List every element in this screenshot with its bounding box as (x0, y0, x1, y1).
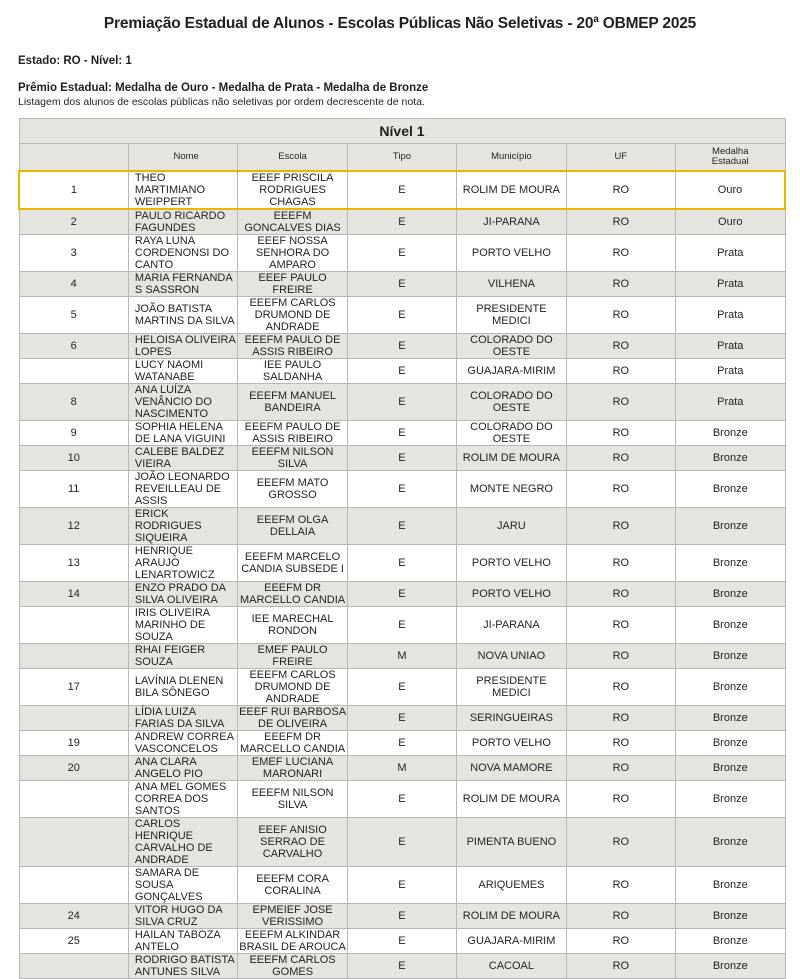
cell-tipo: E (347, 706, 456, 731)
cell-uf: RO (566, 235, 675, 272)
nivel-banner: Nível 1 (19, 119, 785, 144)
cell-tipo: E (347, 904, 456, 929)
cell-medalha: Bronze (676, 781, 785, 818)
page-title-part1: Premiação Estadual de Alunos - Escolas Públicas Não Seletivas - 20 (103, 15, 594, 33)
cell-position: 20 (19, 756, 128, 781)
cell-nome: HELOISA OLIVEIRA LOPES (128, 334, 237, 359)
table-row (19, 209, 785, 235)
cell-escola: EEEF ANISIO SERRAO DE CARVALHO (238, 818, 347, 867)
cell-nome: ENZO PRADO DA SILVA OLIVEIRA (128, 582, 237, 607)
cell-medalha: Bronze (676, 669, 785, 706)
cell-escola: EEEFM NILSON SILVA (238, 446, 347, 471)
table-row (19, 818, 785, 867)
cell-tipo: E (347, 272, 456, 297)
table-header-row (19, 144, 785, 172)
cell-escola: IEE MARECHAL RONDON (238, 607, 347, 644)
cell-nome: ANDREW CORREA VASCONCELOS (128, 731, 237, 756)
cell-uf: RO (566, 446, 675, 471)
cell-position: 3 (19, 235, 128, 272)
cell-escola: EEEFM CORA CORALINA (238, 867, 347, 904)
cell-tipo: E (347, 334, 456, 359)
cell-uf: RO (566, 384, 675, 421)
cell-nome: SOPHIA HELENA DE LANA VIGUINI (128, 421, 237, 446)
cell-municipio: PIMENTA BUENO (457, 818, 566, 867)
column-header-medalha-line1: Medalha (712, 145, 749, 157)
table-row (19, 471, 785, 508)
cell-municipio: NOVA UNIAO (457, 644, 566, 669)
cell-nome: LUCY NAOMI WATANABE (128, 359, 237, 384)
cell-medalha: Prata (676, 297, 785, 334)
cell-tipo: E (347, 781, 456, 818)
table-row (19, 235, 785, 272)
cell-position: 19 (19, 731, 128, 756)
column-header-position (19, 144, 128, 172)
cell-medalha: Prata (676, 334, 785, 359)
cell-municipio: MONTE NEGRO (457, 471, 566, 508)
cell-nome: ANA CLARA ANGELO PIO (128, 756, 237, 781)
cell-tipo: E (347, 297, 456, 334)
listagem-description: Listagem dos alunos de escolas públicas não seletivas por ordem decrescente de nota. (18, 96, 425, 109)
page-title-part2: OBMEP 2025 (598, 15, 697, 33)
cell-uf: RO (566, 607, 675, 644)
cell-tipo: E (347, 818, 456, 867)
cell-tipo: E (347, 731, 456, 756)
cell-nome: LAVÍNIA DLENEN BILA SÔNEGO (128, 669, 237, 706)
table-row (19, 954, 785, 979)
cell-tipo: E (347, 867, 456, 904)
cell-medalha: Bronze (676, 508, 785, 545)
table-row (19, 545, 785, 582)
cell-municipio: ROLIM DE MOURA (457, 171, 566, 209)
cell-tipo: E (347, 359, 456, 384)
cell-uf: RO (566, 867, 675, 904)
cell-medalha: Bronze (676, 644, 785, 669)
table-row (19, 582, 785, 607)
cell-tipo: E (347, 669, 456, 706)
cell-uf: RO (566, 421, 675, 446)
cell-uf: RO (566, 669, 675, 706)
cell-medalha: Bronze (676, 421, 785, 446)
cell-medalha: Prata (676, 235, 785, 272)
cell-municipio: PORTO VELHO (457, 731, 566, 756)
cell-position: 10 (19, 446, 128, 471)
table-row (19, 867, 785, 904)
cell-uf: RO (566, 334, 675, 359)
cell-position: 2 (19, 209, 128, 235)
table-row (19, 706, 785, 731)
table-body (19, 119, 785, 979)
cell-municipio: COLORADO DO OESTE (457, 421, 566, 446)
cell-medalha: Ouro (676, 171, 785, 209)
cell-nome: VITOR HUGO DA SILVA CRUZ (128, 904, 237, 929)
cell-uf: RO (566, 644, 675, 669)
cell-medalha: Prata (676, 384, 785, 421)
cell-municipio: PORTO VELHO (457, 235, 566, 272)
cell-escola: EEEF PRISCILA RODRIGUES CHAGAS (238, 171, 347, 209)
cell-nome: ANA LUÍZA VENÂNCIO DO NASCIMENTO (128, 384, 237, 421)
cell-medalha: Bronze (676, 904, 785, 929)
table-row (19, 669, 785, 706)
cell-escola: EEEFM NILSON SILVA (238, 781, 347, 818)
cell-escola: EEEF NOSSA SENHORA DO AMPARO (238, 235, 347, 272)
nivel-banner-row (19, 119, 785, 144)
cell-tipo: E (347, 384, 456, 421)
document-page (0, 14, 800, 979)
table-row (19, 731, 785, 756)
column-header-nome: Nome (128, 144, 237, 172)
cell-nome: RAYA LUNA CORDENONSI DO CANTO (128, 235, 237, 272)
cell-nome: CALEBE BALDEZ VIEIRA (128, 446, 237, 471)
cell-uf: RO (566, 818, 675, 867)
cell-uf: RO (566, 209, 675, 235)
cell-municipio: COLORADO DO OESTE (457, 334, 566, 359)
cell-uf: RO (566, 297, 675, 334)
table-row (19, 384, 785, 421)
table-row (19, 297, 785, 334)
cell-medalha: Bronze (676, 706, 785, 731)
cell-tipo: E (347, 235, 456, 272)
cell-position: 1 (19, 171, 128, 209)
cell-uf: RO (566, 706, 675, 731)
table-row (19, 171, 785, 209)
cell-escola: EEEF RUI BARBOSA DE OLIVEIRA (239, 706, 347, 731)
table-row (19, 334, 785, 359)
cell-position: 5 (19, 297, 128, 334)
cell-tipo: E (347, 471, 456, 508)
cell-medalha: Prata (676, 359, 785, 384)
table-row (19, 272, 785, 297)
cell-nome: ANA MEL GOMES CORREA DOS SANTOS (128, 781, 237, 818)
cell-tipo: E (347, 446, 456, 471)
cell-escola: EEEFM DR MARCELLO CANDIA (238, 731, 347, 756)
cell-uf: RO (566, 929, 675, 954)
cell-position (19, 867, 128, 904)
cell-nome: JOÃO BATISTA MARTINS DA SILVA (128, 297, 237, 334)
cell-tipo: E (347, 954, 456, 979)
cell-medalha: Bronze (676, 756, 785, 781)
cell-escola: EEEFM MARCELO CANDIA SUBSEDE I (238, 545, 347, 582)
cell-municipio: VILHENA (457, 272, 566, 297)
cell-municipio: JI-PARANA (457, 209, 566, 235)
cell-municipio: SERINGUEIRAS (457, 706, 566, 731)
table-row (19, 929, 785, 954)
cell-escola: IEE PAULO SALDANHA (238, 359, 347, 384)
cell-municipio: PORTO VELHO (457, 582, 566, 607)
cell-escola: EEEFM CARLOS DRUMOND DE ANDRADE (238, 297, 347, 334)
cell-municipio: PRESIDENTE MEDICI (457, 669, 566, 706)
cell-municipio: JI-PARANA (457, 607, 566, 644)
cell-tipo: E (347, 607, 456, 644)
cell-uf: RO (566, 471, 675, 508)
cell-uf: RO (566, 781, 675, 818)
cell-tipo: M (347, 644, 456, 669)
cell-nome: MARIA FERNANDA S SASSRON (128, 272, 237, 297)
cell-escola: EEEFM PAULO DE ASSIS RIBEIRO (238, 334, 347, 359)
cell-medalha: Prata (676, 272, 785, 297)
cell-position: 25 (19, 929, 128, 954)
cell-position: 4 (19, 272, 128, 297)
estado-nivel-line: Estado: RO - Nível: 1 (18, 55, 132, 68)
awards-table (18, 118, 786, 979)
cell-municipio: GUAJARA-MIRIM (457, 359, 566, 384)
cell-position: 8 (19, 384, 128, 421)
cell-municipio: ROLIM DE MOURA (457, 781, 566, 818)
cell-uf: RO (566, 272, 675, 297)
cell-municipio: ARIQUEMES (457, 867, 566, 904)
cell-position (19, 644, 128, 669)
cell-position (19, 781, 128, 818)
cell-uf: RO (566, 731, 675, 756)
cell-uf: RO (566, 954, 675, 979)
cell-nome: CARLOS HENRIQUE CARVALHO DE ANDRADE (128, 818, 237, 867)
cell-position (19, 818, 128, 867)
cell-nome: RODRIGO BATISTA ANTUNES SILVA (128, 954, 237, 979)
cell-escola: EEEFM CARLOS DRUMOND DE ANDRADE (238, 669, 347, 706)
cell-nome: IRIS OLIVEIRA MARINHO DE SOUZA (128, 607, 237, 644)
cell-position (19, 359, 128, 384)
cell-medalha: Bronze (676, 731, 785, 756)
cell-escola: EEEFM CARLOS GOMES (238, 954, 347, 979)
cell-position: 6 (19, 334, 128, 359)
cell-nome: HENRIQUE ARAUJO LENARTOWICZ (128, 545, 237, 582)
cell-nome: THEO MARTIMIANO WEIPPERT (128, 171, 237, 209)
cell-municipio: ROLIM DE MOURA (457, 446, 566, 471)
cell-escola: EEEFM DR MARCELLO CANDIA (238, 582, 347, 607)
cell-municipio: COLORADO DO OESTE (457, 384, 566, 421)
cell-escola: EEEFM ALKINDAR BRASIL DE AROUCA (239, 929, 346, 954)
cell-municipio: CACOAL (457, 954, 566, 979)
cell-tipo: M (347, 756, 456, 781)
cell-municipio: PORTO VELHO (457, 545, 566, 582)
cell-medalha: Bronze (676, 446, 785, 471)
cell-uf: RO (566, 545, 675, 582)
cell-uf: RO (566, 171, 675, 209)
cell-tipo: E (347, 508, 456, 545)
table-row (19, 607, 785, 644)
cell-municipio: GUAJARA-MIRIM (457, 929, 566, 954)
cell-tipo: E (347, 421, 456, 446)
cell-position: 12 (19, 508, 128, 545)
table-row (19, 781, 785, 818)
cell-medalha: Bronze (676, 545, 785, 582)
cell-nome: JOÃO LEONARDO REVEILLEAU DE ASSIS (128, 471, 237, 508)
table-row (19, 359, 785, 384)
premio-estadual-line: Prêmio Estadual: Medalha de Ouro - Medalha de Prata - Medalha de Bronze (18, 82, 429, 95)
cell-nome: LÍDIA LUIZA FARIAS DA SILVA (128, 706, 237, 731)
cell-escola: EEEFM PAULO DE ASSIS RIBEIRO (238, 421, 347, 446)
table-row (19, 904, 785, 929)
cell-tipo: E (347, 171, 456, 209)
table-row (19, 508, 785, 545)
cell-uf: RO (566, 582, 675, 607)
cell-escola: EEEFM MANUEL BANDEIRA (238, 384, 347, 421)
column-header-medalha (676, 144, 785, 172)
cell-position: 24 (19, 904, 128, 929)
column-header-tipo: Tipo (347, 144, 456, 172)
cell-escola: EEEFM GONCALVES DIAS (238, 209, 347, 235)
table-row (19, 644, 785, 669)
cell-medalha: Bronze (676, 607, 785, 644)
page-title (14, 14, 786, 33)
cell-tipo: E (347, 545, 456, 582)
column-header-escola: Escola (238, 144, 347, 172)
cell-municipio: NOVA MAMORE (457, 756, 566, 781)
cell-escola: EEEFM MATO GROSSO (238, 471, 347, 508)
table-row (19, 756, 785, 781)
cell-medalha: Bronze (676, 471, 785, 508)
cell-nome: ERICK RODRIGUES SIQUEIRA (128, 508, 237, 545)
cell-medalha: Bronze (676, 929, 785, 954)
cell-municipio: ROLIM DE MOURA (457, 904, 566, 929)
cell-escola: EMEF LUCIANA MARONARI (238, 756, 347, 781)
cell-uf: RO (566, 508, 675, 545)
cell-medalha: Ouro (676, 209, 785, 235)
cell-tipo: E (347, 582, 456, 607)
cell-tipo: E (347, 209, 456, 235)
cell-municipio: JARU (457, 508, 566, 545)
table-row (19, 446, 785, 471)
cell-medalha: Bronze (676, 954, 785, 979)
cell-position: 9 (19, 421, 128, 446)
cell-nome: SAMARA DE SOUSA GONÇALVES (128, 867, 237, 904)
cell-position (19, 706, 128, 731)
column-header-medalha-line2: Estadual (711, 156, 749, 168)
cell-uf: RO (566, 359, 675, 384)
cell-position (19, 607, 128, 644)
cell-position: 14 (19, 582, 128, 607)
cell-nome: HAILAN TABOZA ANTELO (128, 929, 237, 954)
cell-medalha: Bronze (676, 867, 785, 904)
cell-position: 13 (19, 545, 128, 582)
table-row (19, 421, 785, 446)
cell-nome: RHAI FEIGER SOUZA (128, 644, 237, 669)
cell-position: 17 (19, 669, 128, 706)
cell-medalha: Bronze (676, 582, 785, 607)
column-header-municipio: Município (457, 144, 566, 172)
cell-medalha: Bronze (676, 818, 785, 867)
cell-escola: EPMEIEF JOSE VERISSIMO (238, 904, 347, 929)
cell-escola: EMEF PAULO FREIRE (238, 644, 347, 669)
cell-tipo: E (347, 929, 456, 954)
cell-escola: EEEFM OLGA DELLAIA (238, 508, 347, 545)
cell-position: 11 (19, 471, 128, 508)
cell-escola: EEEF PAULO FREIRE (238, 272, 347, 297)
cell-position (19, 954, 128, 979)
cell-nome: PAULO RICARDO FAGUNDES (128, 209, 237, 235)
cell-uf: RO (566, 904, 675, 929)
cell-uf: RO (566, 756, 675, 781)
page-title-ordinal: a (593, 14, 599, 25)
column-header-uf: UF (566, 144, 675, 172)
cell-municipio: PRESIDENTE MEDICI (457, 297, 566, 334)
